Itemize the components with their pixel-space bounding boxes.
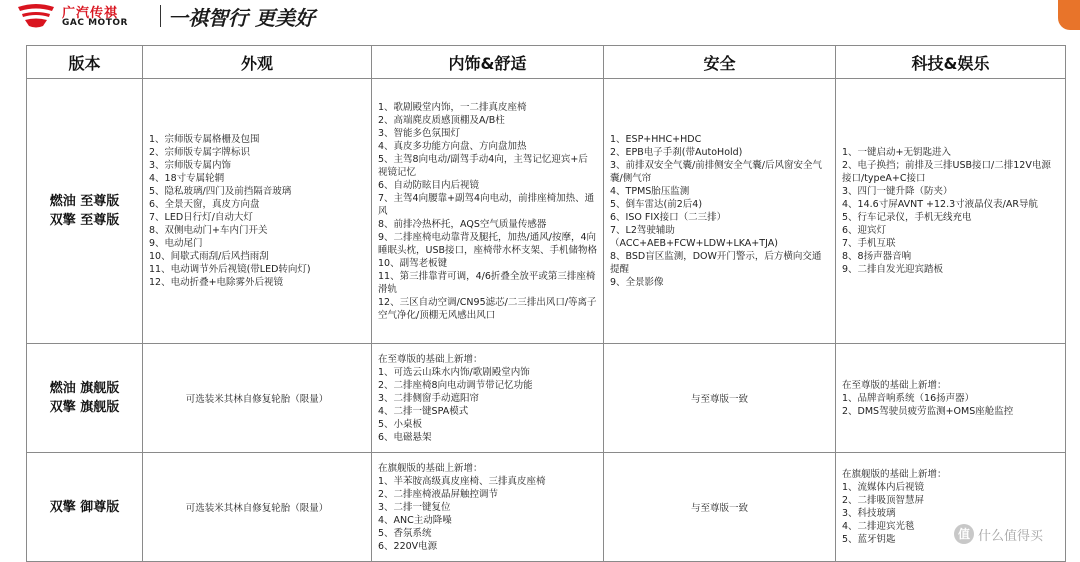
- list-item: 4、TPMS胎压监测: [610, 186, 690, 197]
- header-exterior: 外观: [143, 46, 372, 79]
- version-label: 燃油 至尊版: [49, 194, 120, 209]
- list-item: 6、220V电源: [378, 540, 438, 552]
- header-interior: 内饰&舒适: [372, 46, 604, 79]
- list-item: 2、宗师版专属字牌标识: [149, 147, 251, 158]
- list-item: 4、18寸专属轮辋: [149, 173, 225, 184]
- zhi-icon: 值: [954, 524, 974, 544]
- list-item: 6、ISO FIX接口（二三排）: [610, 212, 727, 223]
- list-item: 1、歌剧殿堂内饰，一二排真皮座椅: [378, 101, 527, 113]
- list-item: 4、ANC主动降噪: [378, 514, 452, 526]
- list-item: 2、二排吸顶智慧屏: [842, 495, 925, 506]
- list-item: 2、DMS驾驶员疲劳监测+OMS座舱监控: [842, 405, 1014, 417]
- list-item: 10、副驾老板键: [378, 257, 448, 269]
- table-row: [27, 79, 1066, 344]
- spec-table: [26, 45, 1066, 562]
- list-item: 2、电子换挡；前排及三排USB接口/二排12V电源接口/typeA+C接口: [842, 160, 1051, 184]
- list-item: 8、8扬声器音响: [842, 251, 912, 262]
- version-label: 双擎 旗舰版: [49, 400, 120, 415]
- list-item: 8、双侧电动门+车内门开关: [149, 225, 268, 236]
- list-item: 7、L2驾驶辅助（ACC+AEB+FCW+LDW+LKA+TJA): [610, 225, 778, 249]
- header-tech: 科技&娱乐: [836, 46, 1066, 79]
- list-item: 7、主驾4向腰靠+副驾4向电动，前排座椅加热、通风: [378, 192, 595, 217]
- list-item: 5、隐私玻璃/四门及前挡隔音玻璃: [149, 186, 292, 197]
- list-item: 9、全景影像: [610, 277, 664, 288]
- list-item: 1、品牌音响系统（16扬声器）: [842, 392, 975, 404]
- list-item: 1、一键启动+无钥匙进入: [842, 147, 952, 158]
- table-row: [27, 344, 1066, 453]
- list-item: 6、电磁悬架: [378, 431, 432, 443]
- list-item: 9、电动尾门: [149, 238, 203, 249]
- list-item: 8、BSD盲区监测，DOW开门警示，后方横向交通提醒: [610, 251, 822, 275]
- gac-logo-icon: [16, 3, 56, 29]
- list-item: 7、LED日行灯/自动大灯: [149, 212, 253, 223]
- list-item: 5、小桌板: [378, 418, 423, 430]
- exterior-cell: [143, 79, 372, 344]
- header-safety: 安全: [604, 46, 836, 79]
- list-item: 3、科技玻璃: [842, 508, 896, 519]
- list-item: 11、电动调节外后视镜(带LED转向灯): [149, 264, 311, 275]
- interior-cell: [372, 344, 604, 453]
- tech-cell: [836, 79, 1066, 344]
- safety-cell: [604, 79, 836, 344]
- list-item: 7、手机互联: [842, 238, 896, 249]
- list-item: 11、第三排靠背可调，4/6折叠全放平或第三排座椅滑轨: [378, 270, 596, 295]
- exterior-cell: 可选装米其林自修复轮胎（限量）: [143, 453, 372, 562]
- list-item: 在至尊版的基础上新增：: [378, 353, 483, 365]
- list-item: 1、ESP+HHC+HDC: [610, 134, 702, 145]
- brand-name-en: GAC MOTOR: [62, 18, 128, 28]
- list-item: 3、二排侧窗手动遮阳帘: [378, 392, 480, 404]
- list-item: 3、前排双安全气囊/前排侧安全气囊/后风窗安全气囊/侧气帘: [610, 160, 822, 184]
- interior-cell: [372, 79, 604, 344]
- tech-cell: [836, 344, 1066, 453]
- list-item: 4、二排迎宾光毯: [842, 521, 915, 532]
- page-header: [0, 0, 1080, 38]
- list-item: 2、二排座椅液晶屏触控调节: [378, 488, 499, 500]
- version-cell: [27, 344, 143, 453]
- list-item: 5、香氛系统: [378, 527, 432, 539]
- header-version: 版本: [27, 46, 143, 79]
- list-item: 3、二排一键复位: [378, 501, 451, 513]
- list-item: 5、蓝牙钥匙: [842, 534, 896, 545]
- brand-name-cn: 广汽传祺: [62, 6, 119, 21]
- list-item: 6、自动防眩目内后视镜: [378, 179, 480, 191]
- list-item: 在旗舰版的基础上新增：: [842, 469, 947, 480]
- list-item: 6、全景天窗，真皮方向盘: [149, 199, 260, 210]
- list-item: 3、四门一键升降（防夹）: [842, 186, 953, 197]
- list-item: 4、真皮多功能方向盘、方向盘加热: [378, 140, 527, 152]
- table-row: [27, 453, 1066, 562]
- list-item: 1、半苯胺高级真皮座椅、三排真皮座椅: [378, 475, 546, 487]
- list-item: 12、三区自动空调/CN95滤芯/二三排出风口/等离子空气净化/顶棚无风感出风口: [378, 296, 597, 321]
- version-label: 燃油 旗舰版: [49, 381, 120, 396]
- list-item: 9、二排座椅电动靠背及腿托，加热/通风/按摩，4向睡眠头枕，USB接口，座椅带水杯支架、手机储物格: [378, 231, 598, 256]
- list-item: 8、前排冷热杯托，AQS空气质量传感器: [378, 218, 547, 230]
- version-label: 双擎 至尊版: [49, 213, 120, 228]
- list-item: 4、二排一键SPA模式: [378, 405, 469, 417]
- list-item: 6、迎宾灯: [842, 225, 887, 236]
- interior-cell: [372, 453, 604, 562]
- list-item: 9、二排自发光迎宾踏板: [842, 264, 944, 275]
- tech-cell: [836, 453, 1066, 562]
- version-cell: [27, 79, 143, 344]
- list-item: 3、宗师版专属内饰: [149, 160, 232, 171]
- list-item: 5、主驾8向电动/副驾手动4向，主驾记忆迎宾+后视镜记忆: [378, 153, 588, 178]
- list-item: 在至尊版的基础上新增：: [842, 379, 947, 391]
- safety-cell: 与至尊版一致: [604, 344, 836, 453]
- list-item: 2、二排座椅8向电动调节带记忆功能: [378, 379, 533, 391]
- list-item: 5、行车记录仪，手机无线充电: [842, 212, 972, 223]
- table-header-row: [27, 46, 1066, 79]
- list-item: 1、宗师版专属格栅及包围: [149, 134, 260, 145]
- list-item: 12、电动折叠+电除雾外后视镜: [149, 277, 284, 288]
- list-item: 4、14.6寸屏AVNT +12.3寸液晶仪表/AR导航: [842, 199, 1038, 210]
- list-item: 3、智能多色氛围灯: [378, 127, 461, 139]
- safety-cell: 与至尊版一致: [604, 453, 836, 562]
- version-label: 双擎 御尊版: [49, 499, 120, 515]
- list-item: 5、倒车雷达(前2后4): [610, 199, 703, 210]
- list-item: 2、EPB电子手刹(带AutoHold): [610, 147, 743, 158]
- list-item: 1、流媒体内后视镜: [842, 482, 925, 493]
- list-item: 在旗舰版的基础上新增：: [378, 462, 483, 474]
- corner-badge: [1058, 0, 1080, 30]
- exterior-cell: 可选装米其林自修复轮胎（限量）: [143, 344, 372, 453]
- brand-slogan: 一祺智行 更美好: [168, 6, 315, 30]
- list-item: 1、可选云山珠水内饰/歌剧殿堂内饰: [378, 366, 530, 378]
- header-divider: [160, 5, 161, 27]
- list-item: 10、间歇式雨刮/后风挡雨刮: [149, 251, 269, 262]
- list-item: 2、高端麂皮质感顶棚及A/B柱: [378, 114, 505, 126]
- version-cell: [27, 453, 143, 562]
- watermark-text: 什么值得买: [978, 529, 1044, 544]
